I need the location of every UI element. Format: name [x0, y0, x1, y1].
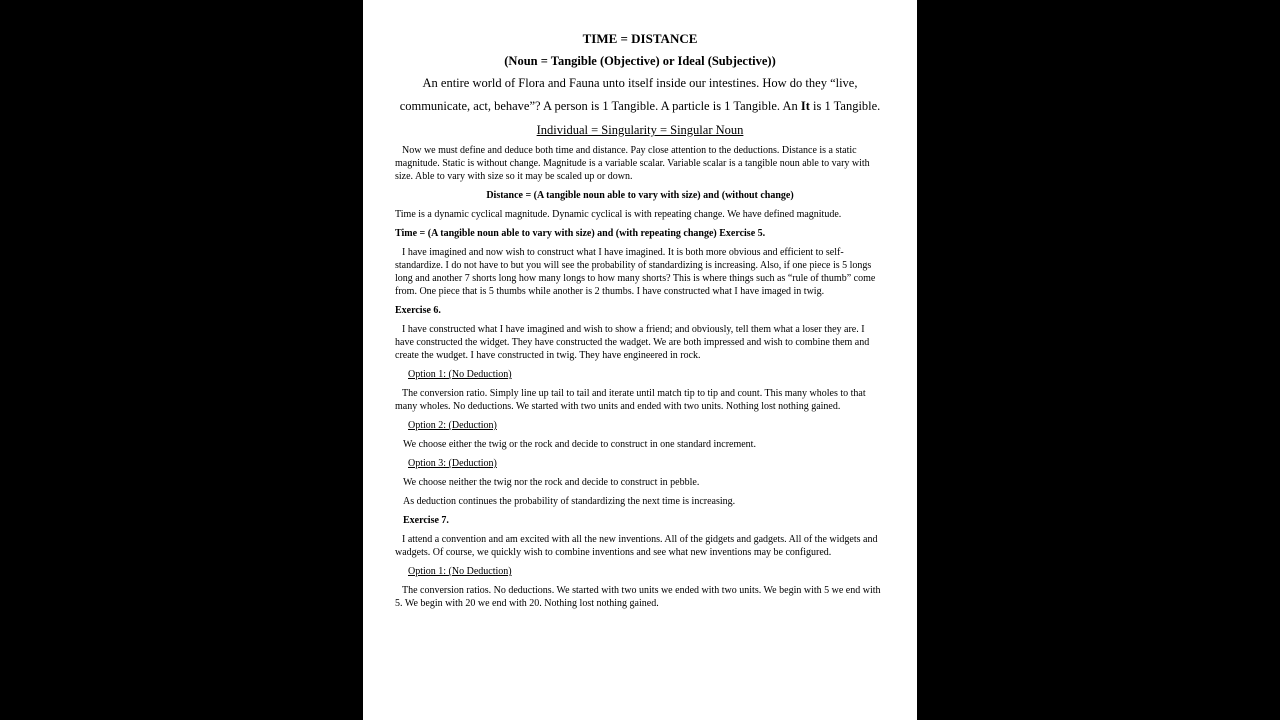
- intro-text-a: An entire world of Flora and Fauna unto itself inside our intestines. How do they “live, communicate, act, behave”? A person is 1 Tangible. A particle is 1 Tangible. An: [399, 76, 858, 113]
- option-1b-heading: Option 1: (No Deduction): [408, 566, 512, 577]
- intro-bold-it: It: [800, 99, 810, 113]
- paragraph-deduction: As deduction continues the probability of standardizing the next time is increasing.: [403, 496, 736, 507]
- paragraph-option-1: The conversion ratio. Simply line up tail to tail and iterate until match tip to tip and count. This many wholes to that many wholes. No deductions. We started with two units and ended with two units. Nothing lost nothing gained.: [395, 388, 866, 412]
- individual-heading: Individual = Singularity = Singular Noun: [536, 123, 744, 137]
- exercise-6-heading: Exercise 6.: [395, 305, 441, 316]
- paragraph-time-intro: Time is a dynamic cyclical magnitude. Dynamic cyclical is with repeating change. We have defined magnitude.: [395, 209, 842, 220]
- document-page: [363, 0, 917, 720]
- paragraph-distance-intro: Now we must define and deduce both time and distance. Pay close attention to the deductions. Distance is a static magnitude. Static is without change. Magnitude is a variable scalar. Variable scalar is a tangible noun able to vary with size. Able to vary with size so it may be scaled up or down.: [395, 145, 870, 182]
- intro-text-b: is 1 Tangible.: [809, 99, 881, 113]
- option-1-heading: Option 1: (No Deduction): [408, 369, 512, 380]
- paragraph-exercise-7: I attend a convention and am excited with all the new inventions. All of the gidgets and gadgets. All of the widgets and wadgets. Of course, we quickly wish to combine inventions and see what new inventions may be configured.: [395, 534, 878, 558]
- doc-title: TIME = DISTANCE: [582, 31, 698, 46]
- paragraph-conversion-ratios: The conversion ratios. No deductions. We started with two units we ended with two units. We begin with 5 we end with 5. We begin with 20 we end with 20. Nothing lost nothing gained.: [395, 585, 881, 609]
- time-definition: Time = (A tangible noun able to vary with size) and (with repeating change) Exercise 5.: [395, 228, 766, 239]
- paragraph-option-2: We choose either the twig or the rock and decide to construct in one standard increment.: [403, 439, 756, 450]
- option-3-heading: Option 3: (Deduction): [408, 458, 497, 469]
- exercise-7-heading: Exercise 7.: [403, 515, 449, 526]
- paragraph-exercise-6: I have constructed what I have imagined and wish to show a friend; and obviously, tell them what a loser they are. I have constructed the widget. They have constructed the wadget. We are both impressed and wish to combine them and create the wudget. I have constructed in twig. They have engineered in rock.: [395, 324, 870, 361]
- paragraph-option-3: We choose neither the twig nor the rock and decide to construct in pebble.: [403, 477, 700, 488]
- intro-paragraph: [395, 72, 885, 118]
- paragraph-exercise-5: I have imagined and now wish to construct what I have imagined. It is both more obvious and efficient to self-standardize. I do not have to but you will see the probability of standardizing is increasing. Also, if one piece is 5 longs long and another 7 shorts long how many longs to how many shorts? This is where things such as “rule of thumb” come from. One piece that is 5 thumbs while another is 2 thumbs. I have constructed what I have imaged in twig.: [395, 247, 876, 297]
- document-content: [395, 30, 885, 616]
- option-2-heading: Option 2: (Deduction): [408, 420, 497, 431]
- doc-subtitle: (Noun = Tangible (Objective) or Ideal (Subjective)): [504, 54, 776, 68]
- distance-definition: Distance = (A tangible noun able to vary with size) and (without change): [486, 190, 794, 201]
